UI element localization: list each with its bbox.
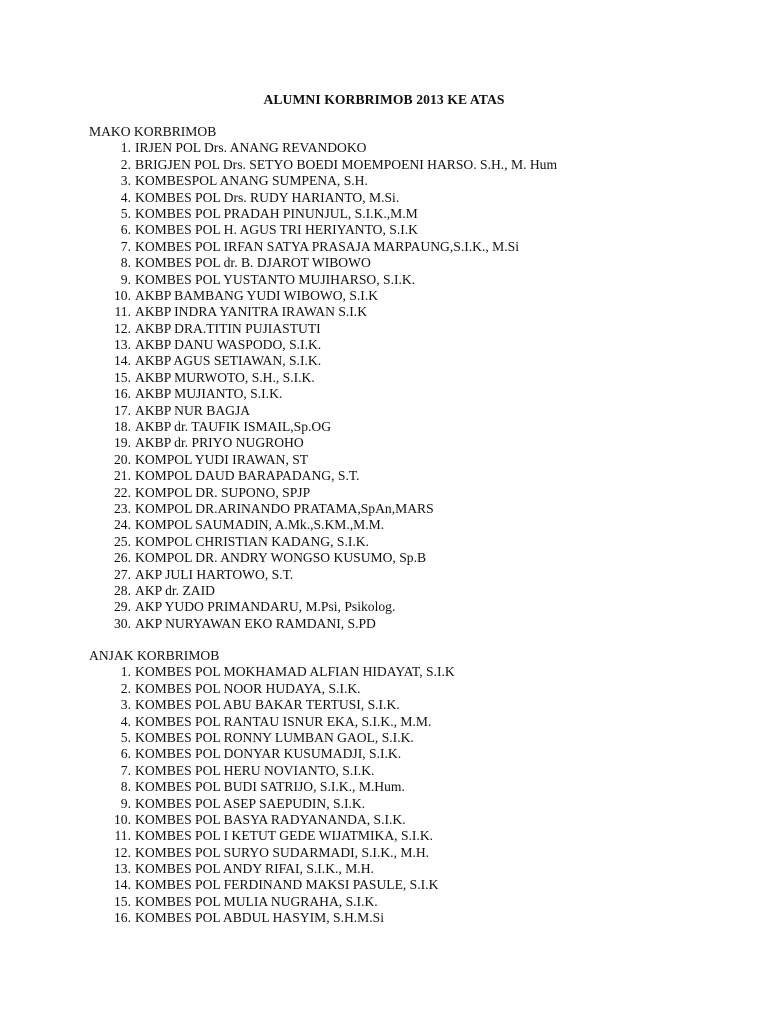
list-item-name: KOMBES POL ANDY RIFAI, S.I.K., M.H. — [135, 861, 374, 877]
list-item-number: 12. — [114, 320, 131, 336]
list-item-name: KOMBES POL PRADAH PINUNJUL, S.I.K.,M.M — [135, 205, 418, 221]
list-item-name: IRJEN POL Drs. ANANG REVANDOKO — [135, 140, 367, 156]
list-item-name: KOMBES POL MULIA NUGRAHA, S.I.K. — [135, 893, 378, 909]
list-item-name: KOMBES POL IRFAN SATYA PRASAJA MARPAUNG,S.I.K., M.Si — [135, 238, 519, 254]
list-item-number: 6. — [120, 222, 131, 238]
list-item-name: KOMBES POL ABU BAKAR TERTUSI, S.I.K. — [135, 697, 400, 713]
list-item-number: 10. — [114, 811, 131, 827]
list-item-number: 30. — [114, 615, 131, 631]
list-item-number: 18. — [114, 419, 131, 435]
list-item-name: AKBP AGUS SETIAWAN, S.I.K. — [135, 353, 322, 369]
list-item-number: 4. — [120, 189, 131, 205]
list-item-name: AKBP DRA.TITIN PUJIASTUTI — [135, 320, 321, 336]
list-item-name: KOMBES POL FERDINAND MAKSI PASULE, S.I.K — [135, 877, 439, 893]
list-item-name: KOMBES POL I KETUT GEDE WIJATMIKA, S.I.K. — [135, 828, 434, 844]
alumni-list — [89, 140, 729, 632]
list-item-number: 10. — [114, 287, 131, 303]
list-item-name: KOMBESPOL ANANG SUMPENA, S.H. — [135, 173, 368, 189]
list-item-number: 16. — [114, 386, 131, 402]
list-item — [89, 534, 729, 550]
list-item — [89, 599, 729, 615]
list-item — [89, 272, 729, 288]
list-item-name: KOMPOL YUDI IRAWAN, ST — [135, 451, 309, 467]
list-item-name: AKBP dr. PRIYO NUGROHO — [135, 435, 304, 451]
list-item-name: KOMBES POL DONYAR KUSUMADJI, S.I.K. — [135, 746, 402, 762]
list-item-name: KOMPOL SAUMADIN, A.Mk.,S.KM.,M.M. — [135, 517, 385, 533]
list-item-number: 5. — [120, 729, 131, 745]
list-item — [89, 304, 729, 320]
list-item-number: 14. — [114, 877, 131, 893]
list-item — [89, 697, 729, 713]
list-item — [89, 337, 729, 353]
list-item-name: KOMPOL CHRISTIAN KADANG, S.I.K. — [135, 533, 369, 549]
list-item — [89, 746, 729, 762]
list-item — [89, 550, 729, 566]
list-item-name: AKBP MUJIANTO, S.I.K. — [135, 386, 283, 402]
list-item — [89, 435, 729, 451]
list-item-number: 15. — [114, 369, 131, 385]
list-item — [89, 222, 729, 238]
list-item-name: KOMBES POL HERU NOVIANTO, S.I.K. — [135, 762, 375, 778]
list-item — [89, 173, 729, 189]
list-item — [89, 730, 729, 746]
list-item — [89, 485, 729, 501]
list-item-number: 24. — [114, 517, 131, 533]
list-item-number: 21. — [114, 468, 131, 484]
list-item-number: 8. — [120, 779, 131, 795]
section-heading: MAKO KORBRIMOB — [89, 124, 217, 139]
list-item — [89, 910, 729, 926]
list-item — [89, 828, 729, 844]
list-item-name: KOMBES POL Drs. RUDY HARIANTO, M.Si. — [135, 189, 400, 205]
list-item — [89, 616, 729, 632]
list-item-name: KOMBES POL BUDI SATRIJO, S.I.K., M.Hum. — [135, 779, 405, 795]
list-item-name: AKBP INDRA YANITRA IRAWAN S.I.K — [135, 304, 368, 320]
list-item-name: KOMBES POL dr. B. DJAROT WIBOWO — [135, 255, 371, 271]
section-heading: ANJAK KORBRIMOB — [89, 648, 220, 663]
list-item — [89, 877, 729, 893]
list-item-name: AKBP DANU WASPODO, S.I.K. — [135, 337, 322, 353]
list-item-number: 5. — [120, 205, 131, 221]
list-item-number: 9. — [120, 271, 131, 287]
list-item-number: 25. — [114, 533, 131, 549]
list-item — [89, 583, 729, 599]
list-item-number: 6. — [120, 746, 131, 762]
list-item-name: KOMBES POL SURYO SUDARMADI, S.I.K., M.H. — [135, 844, 430, 860]
list-item — [89, 403, 729, 419]
section-anjak-korbrimob — [89, 648, 729, 927]
list-item-number: 16. — [114, 910, 131, 926]
list-item-name: KOMBES POL MOKHAMAD ALFIAN HIDAYAT, S.I.K — [135, 664, 455, 680]
list-item-number: 26. — [114, 550, 131, 566]
list-item-number: 27. — [114, 566, 131, 582]
list-item-number: 12. — [114, 844, 131, 860]
list-item — [89, 157, 729, 173]
list-item-name: AKP NURYAWAN EKO RAMDANI, S.PD — [135, 615, 376, 631]
list-item-number: 29. — [114, 599, 131, 615]
list-item — [89, 779, 729, 795]
list-item-number: 8. — [120, 255, 131, 271]
list-item-number: 3. — [120, 173, 131, 189]
list-item-number: 13. — [114, 337, 131, 353]
list-item — [89, 796, 729, 812]
list-item-name: KOMPOL DAUD BARAPADANG, S.T. — [135, 468, 360, 484]
list-item — [89, 501, 729, 517]
list-item — [89, 812, 729, 828]
list-item — [89, 763, 729, 779]
list-item — [89, 288, 729, 304]
list-item-number: 11. — [114, 304, 131, 320]
list-item — [89, 452, 729, 468]
list-item — [89, 386, 729, 402]
list-item-number: 17. — [114, 402, 131, 418]
list-item — [89, 861, 729, 877]
list-item-number: 3. — [120, 697, 131, 713]
alumni-list — [89, 664, 729, 926]
list-item-name: KOMPOL DR. ANDRY WONGSO KUSUMO, Sp.B — [135, 550, 427, 566]
list-item-number: 7. — [120, 762, 131, 778]
list-item-name: KOMBES POL ASEP SAEPUDIN, S.I.K. — [135, 795, 366, 811]
list-item-number: 1. — [120, 664, 131, 680]
list-item — [89, 239, 729, 255]
list-item-name: AKBP MURWOTO, S.H., S.I.K. — [135, 369, 315, 385]
list-item-number: 15. — [114, 893, 131, 909]
list-item — [89, 255, 729, 271]
list-item — [89, 664, 729, 680]
list-item — [89, 567, 729, 583]
list-item-name: KOMPOL DR.ARINANDO PRATAMA,SpAn,MARS — [135, 500, 434, 516]
list-item-name: AKBP dr. TAUFIK ISMAIL,Sp.OG — [135, 419, 332, 435]
document-title: ALUMNI KORBRIMOB 2013 KE ATAS — [263, 92, 505, 107]
list-item-name: KOMBES POL BASYA RADYANANDA, S.I.K. — [135, 811, 406, 827]
list-item-number: 14. — [114, 353, 131, 369]
list-item — [89, 140, 729, 156]
list-item — [89, 370, 729, 386]
list-item-name: KOMPOL DR. SUPONO, SPJP — [135, 484, 311, 500]
list-item-name: AKBP NUR BAGJA — [135, 402, 251, 418]
list-item-number: 20. — [114, 451, 131, 467]
list-item-name: KOMBES POL YUSTANTO MUJIHARSO, S.I.K. — [135, 271, 416, 287]
list-item-name: BRIGJEN POL Drs. SETYO BOEDI MOEMPOENI HARSO. S.H., M. Hum — [135, 156, 558, 172]
list-item — [89, 714, 729, 730]
list-item-number: 19. — [114, 435, 131, 451]
list-item-name: KOMBES POL NOOR HUDAYA, S.I.K. — [135, 680, 361, 696]
list-item-number: 28. — [114, 582, 131, 598]
list-item-number: 2. — [120, 156, 131, 172]
list-item — [89, 845, 729, 861]
list-item — [89, 419, 729, 435]
list-item-name: KOMBES POL RANTAU ISNUR EKA, S.I.K., M.M. — [135, 713, 432, 729]
list-item — [89, 190, 729, 206]
list-item — [89, 517, 729, 533]
list-item-name: AKP dr. ZAID — [135, 582, 215, 598]
list-item-name: AKBP BAMBANG YUDI WIBOWO, S.I.K — [135, 287, 379, 303]
list-item-name: AKP JULI HARTOWO, S.T. — [135, 566, 294, 582]
list-item-number: 22. — [114, 484, 131, 500]
list-item-number: 13. — [114, 861, 131, 877]
list-item-number: 2. — [120, 680, 131, 696]
list-item-name: KOMBES POL ABDUL HASYIM, S.H.M.Si — [135, 910, 385, 926]
list-item-name: KOMBES POL H. AGUS TRI HERIYANTO, S.I.K — [135, 222, 418, 238]
section-mako-korbrimob — [89, 124, 729, 632]
list-item — [89, 321, 729, 337]
list-item — [89, 894, 729, 910]
list-item — [89, 468, 729, 484]
list-item-number: 11. — [114, 828, 131, 844]
list-item — [89, 681, 729, 697]
list-item — [89, 353, 729, 369]
list-item-name: KOMBES POL RONNY LUMBAN GAOL, S.I.K. — [135, 729, 414, 745]
list-item-number: 9. — [120, 795, 131, 811]
list-item-number: 1. — [120, 140, 131, 156]
list-item-number: 23. — [114, 500, 131, 516]
list-item-name: AKP YUDO PRIMANDARU, M.Psi, Psikolog. — [135, 599, 396, 615]
list-item-number: 7. — [120, 238, 131, 254]
list-item-number: 4. — [120, 713, 131, 729]
list-item — [89, 206, 729, 222]
